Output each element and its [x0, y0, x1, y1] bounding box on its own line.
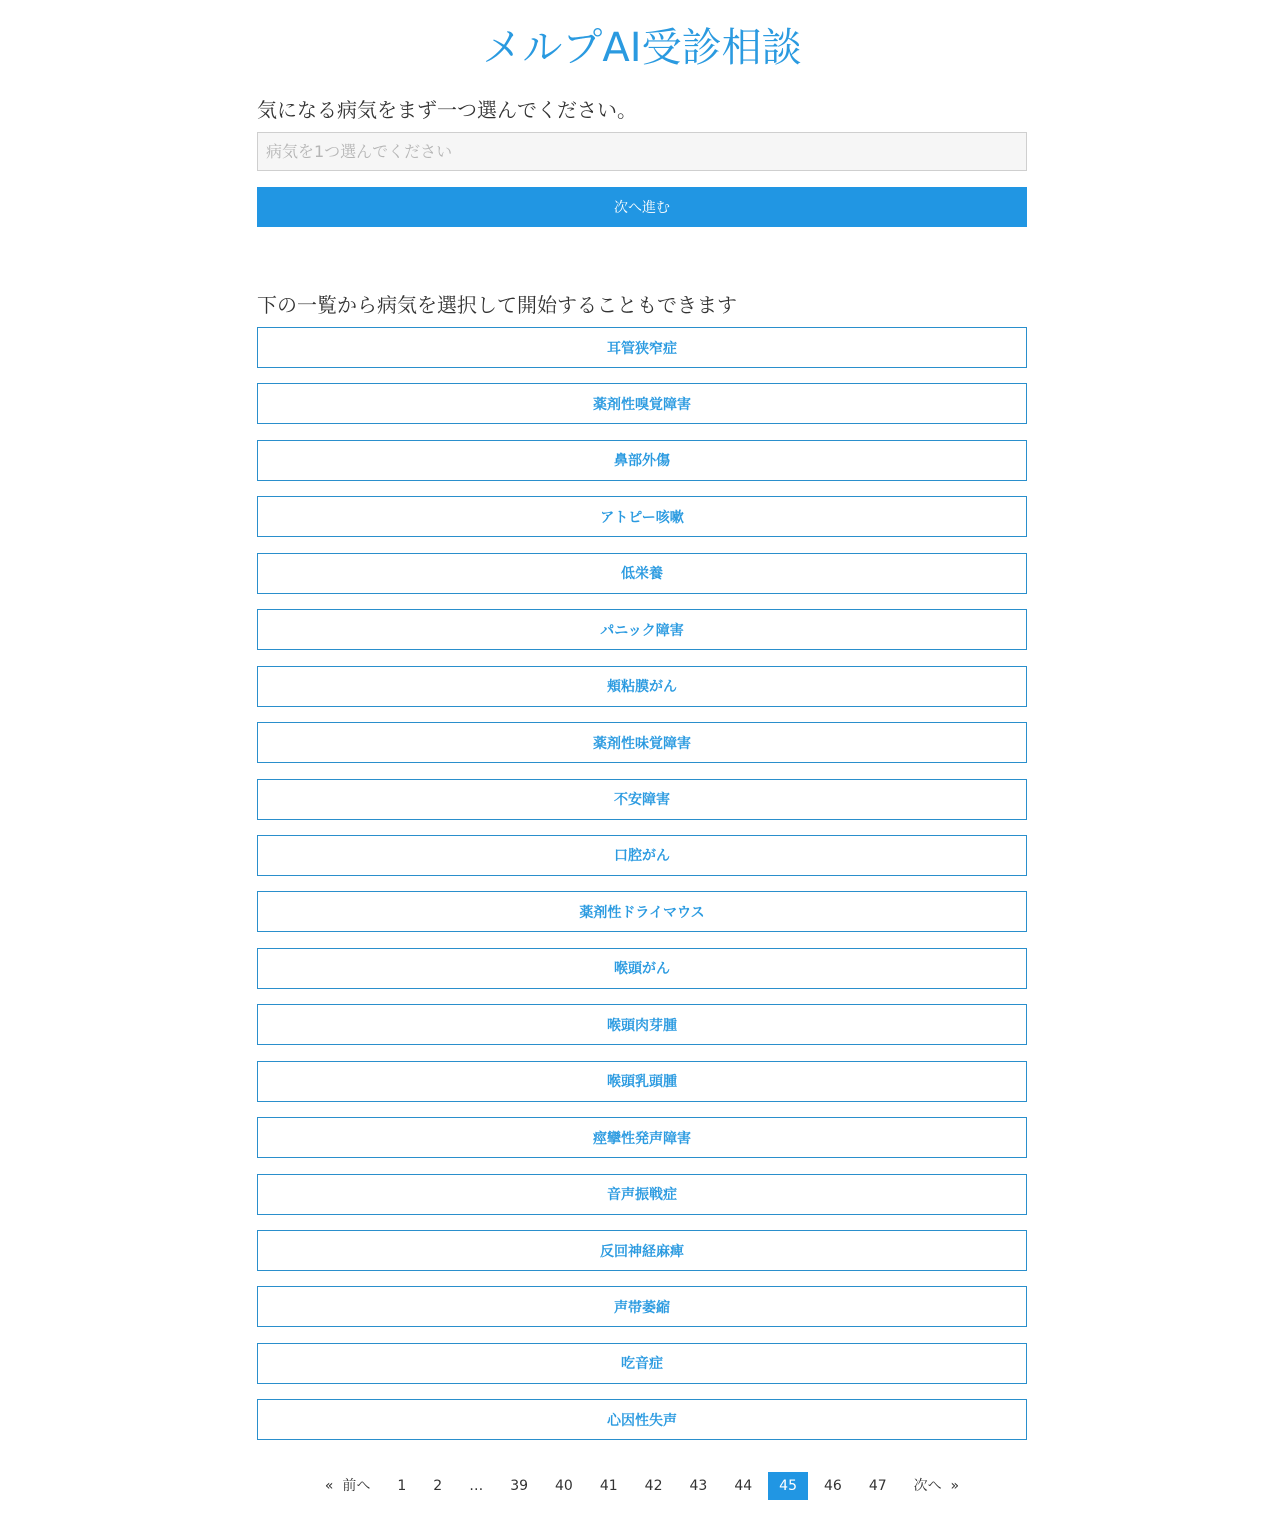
disease-list-item[interactable]: 音声振戦症 — [257, 1174, 1027, 1215]
disease-list-item[interactable]: 口腔がん — [257, 835, 1027, 876]
pagination-page-link[interactable]: 39 — [510, 1478, 529, 1494]
disease-list-item[interactable]: パニック障害 — [257, 609, 1027, 650]
pagination-page-link[interactable]: 46 — [823, 1478, 842, 1494]
disease-list-item[interactable]: 喉頭乳頭腫 — [257, 1061, 1027, 1102]
disease-list-heading: 下の一覧から病気を選択して開始することもできます — [257, 293, 737, 317]
pagination-page-link[interactable]: 2 — [433, 1478, 443, 1494]
pagination-ellipsis: … — [469, 1478, 484, 1494]
disease-list-item[interactable]: 耳管狭窄症 — [257, 327, 1027, 368]
disease-list-item[interactable]: 薬剤性ドライマウス — [257, 891, 1027, 932]
disease-list-item[interactable]: 頬粘膜がん — [257, 666, 1027, 707]
pagination-next-link[interactable]: 次へ » — [913, 1478, 960, 1494]
selection-prompt: 気になる病気をまず一つ選んでください。 — [257, 98, 637, 122]
pagination-page-link[interactable]: 1 — [397, 1478, 407, 1494]
disease-list-item[interactable]: 反回神経麻痺 — [257, 1230, 1027, 1271]
pagination-page-link[interactable]: 43 — [689, 1478, 708, 1494]
disease-list-item[interactable]: アトピー咳嗽 — [257, 496, 1027, 537]
disease-list-item[interactable]: 不安障害 — [257, 779, 1027, 820]
pagination-page-link[interactable]: 41 — [599, 1478, 618, 1494]
page-container — [257, 0, 1027, 1429]
pagination-prev-link[interactable]: « 前へ — [324, 1478, 371, 1494]
disease-list-item[interactable]: 声帯萎縮 — [257, 1286, 1027, 1327]
disease-list-item[interactable]: 痙攣性発声障害 — [257, 1117, 1027, 1158]
disease-list-item[interactable]: 薬剤性嗅覚障害 — [257, 383, 1027, 424]
next-button[interactable]: 次へ進む — [257, 187, 1027, 227]
disease-list-item[interactable]: 心因性失声 — [257, 1399, 1027, 1440]
disease-list-item[interactable]: 喉頭肉芽腫 — [257, 1004, 1027, 1045]
pagination-page-link[interactable]: 44 — [734, 1478, 753, 1494]
pagination — [0, 1472, 1284, 1500]
disease-list-item[interactable]: 薬剤性味覚障害 — [257, 722, 1027, 763]
disease-list — [257, 327, 1027, 1456]
disease-search-input[interactable] — [257, 132, 1027, 171]
disease-list-item[interactable]: 低栄養 — [257, 553, 1027, 594]
pagination-current-page[interactable]: 45 — [768, 1472, 808, 1500]
pagination-page-link[interactable]: 47 — [868, 1478, 887, 1494]
disease-list-item[interactable]: 鼻部外傷 — [257, 440, 1027, 481]
pagination-page-link[interactable]: 42 — [644, 1478, 663, 1494]
disease-list-item[interactable]: 喉頭がん — [257, 948, 1027, 989]
pagination-page-link[interactable]: 40 — [555, 1478, 573, 1494]
disease-list-item[interactable]: 吃音症 — [257, 1343, 1027, 1384]
page-title: メルプAI受診相談 — [482, 25, 802, 71]
